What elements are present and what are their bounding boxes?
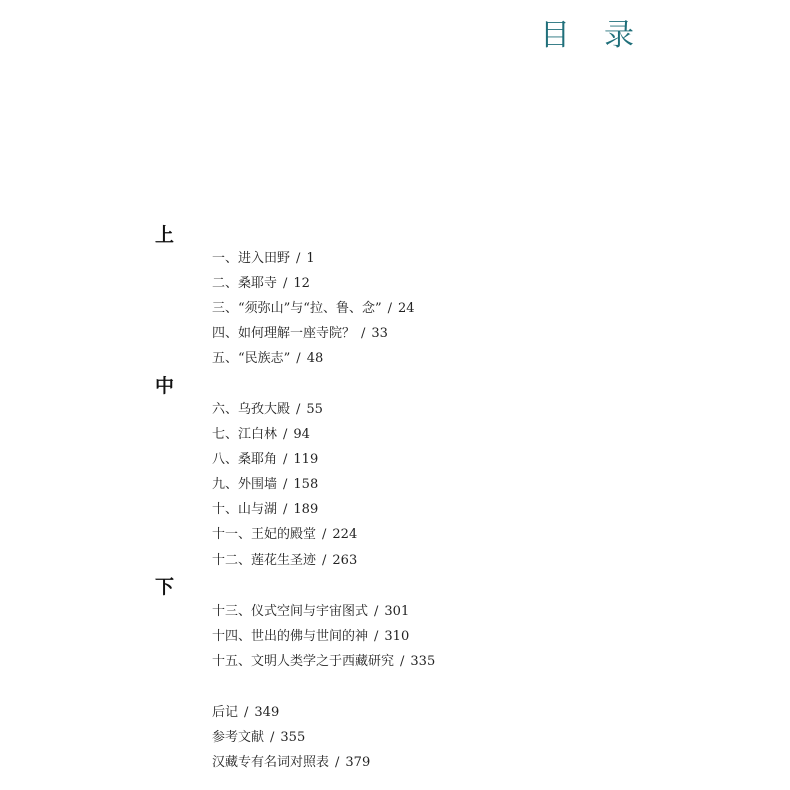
title-char-2: 录 [604,18,634,53]
toc-entry[interactable] [212,352,323,365]
entry-page: 33 [371,326,388,341]
entry-page: 189 [293,502,319,517]
entry-title: 一、进入田野 [212,251,291,266]
entry-page: 158 [293,477,319,492]
toc-entry[interactable] [212,403,323,416]
entry-page: 301 [384,604,410,619]
entry-title: 七、江白林 [212,427,278,442]
entry-title: 二、桑耶寺 [212,276,278,291]
entry-title: 八、桑耶角 [212,452,278,467]
page-separator: / [283,477,288,492]
page-separator: / [283,427,288,442]
page-separator: / [283,452,288,467]
entry-page: 1 [306,251,315,266]
page-separator: / [335,755,340,770]
page-separator: / [361,326,366,341]
entry-title: 十二、莲花生圣迹 [212,553,317,568]
entry-title: 参考文献 [212,730,265,745]
entry-page: 379 [345,755,371,770]
toc-entry[interactable] [212,252,315,265]
entry-page: 119 [293,452,319,467]
page-separator: / [400,654,405,669]
toc-entry[interactable] [212,478,318,491]
entry-title: 汉藏专有名词对照表 [212,755,330,770]
entry-title: 十三、仪式空间与宇宙图式 [212,604,369,619]
toc-entry[interactable] [212,428,310,441]
entry-title: 后记 [212,705,239,720]
entry-page: 24 [397,301,415,316]
part-label-upper: 上 [155,224,175,246]
entry-page: 224 [332,527,358,542]
part-label-middle: 中 [155,375,175,397]
page-separator: / [270,730,275,745]
page-separator: / [322,553,327,568]
entry-title: 九、外围墙 [212,477,278,492]
entry-page: 349 [254,705,280,720]
page-separator: / [283,502,288,517]
toc-entry-references[interactable] [212,731,305,744]
entry-title: 四、如何理解一座寺院？ [212,326,356,341]
entry-title: 六、乌孜大殿 [212,402,291,417]
page-separator: / [296,251,301,266]
toc-entry[interactable] [212,302,415,315]
page-separator: / [296,402,301,417]
page-separator: / [322,527,327,542]
entry-title: 十四、世出的佛与世间的神 [212,629,369,644]
toc-entry[interactable] [212,277,310,290]
entry-title: 三、“须弥山”与“拉、鲁、念” [212,301,382,316]
toc-entry[interactable] [212,630,409,643]
toc-entry[interactable] [212,503,318,516]
toc-entry[interactable] [212,327,388,340]
toc-entry[interactable] [212,655,435,668]
part-label-lower: 下 [155,576,175,598]
toc-entry-glossary[interactable] [212,756,370,769]
page-title [540,10,634,54]
entry-title: 十一、王妃的殿堂 [212,527,317,542]
toc-entry-afterword[interactable] [212,706,279,719]
page-separator: / [387,301,392,316]
entry-page: 355 [280,730,306,745]
entry-title: 十五、文明人类学之于西藏研究 [212,654,395,669]
entry-title: 十、山与湖 [212,502,278,517]
entry-title: 五、“民族志” [212,351,291,366]
title-char-1: 目 [540,18,570,53]
page-separator: / [374,629,379,644]
entry-page: 12 [293,276,310,291]
entry-page: 310 [384,629,410,644]
entry-page: 55 [306,402,323,417]
entry-page: 94 [293,427,310,442]
page-separator: / [244,705,249,720]
page-separator: / [374,604,379,619]
entry-page: 48 [306,351,324,366]
entry-page: 335 [410,654,436,669]
toc-entry[interactable] [212,554,357,567]
entry-page: 263 [332,553,358,568]
page-separator: / [296,351,301,366]
page-separator: / [283,276,288,291]
toc-entry[interactable] [212,605,409,618]
toc-entry[interactable] [212,528,357,541]
toc-entry[interactable] [212,453,318,466]
